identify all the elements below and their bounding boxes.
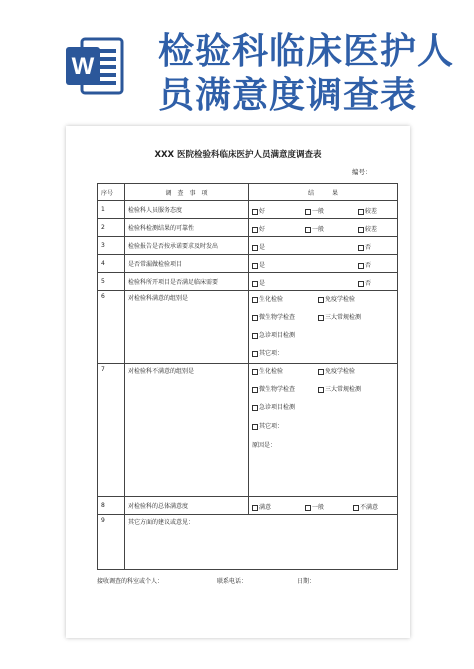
- row-no: 3: [98, 237, 125, 255]
- row-item: 对检验科满意的组别是: [125, 291, 249, 364]
- option-other[interactable]: 其它项：: [252, 421, 283, 430]
- checkbox[interactable]: [252, 505, 258, 511]
- row-no: 4: [98, 255, 125, 273]
- option-other[interactable]: 其它项：: [252, 348, 283, 357]
- checkbox[interactable]: [252, 351, 258, 357]
- option-biochem[interactable]: 生化检验: [252, 366, 283, 375]
- footer-dept-label: 接收调查的科室或个人：: [97, 578, 164, 585]
- checkbox[interactable]: [252, 227, 258, 233]
- option-normal[interactable]: 一般: [305, 206, 324, 215]
- row-options: [249, 497, 398, 515]
- option-routine[interactable]: 三大常规检测: [318, 312, 361, 321]
- option-yes[interactable]: 是: [252, 242, 265, 251]
- table-row: [98, 515, 398, 570]
- checkbox[interactable]: [252, 297, 258, 303]
- checkbox[interactable]: [252, 315, 258, 321]
- option-micro[interactable]: 微生物学检查: [252, 384, 295, 393]
- row-item: 对检验科不满意的组别是: [125, 364, 249, 497]
- option-no[interactable]: 否: [358, 278, 371, 287]
- table-row: [98, 497, 398, 515]
- option-poor[interactable]: 较差: [358, 206, 377, 215]
- option-good[interactable]: 好: [252, 206, 265, 215]
- table-row: [98, 237, 398, 255]
- row-item: 检验科检测结果的可靠性: [125, 219, 249, 237]
- checkbox[interactable]: [252, 424, 258, 430]
- word-document-icon: [64, 35, 126, 97]
- table-row: [98, 255, 398, 273]
- row-no: 7: [98, 364, 125, 497]
- banner: [0, 0, 474, 118]
- row-item: 检验报告是否按承诺要求及时发出: [125, 237, 249, 255]
- option-no[interactable]: 否: [358, 242, 371, 251]
- option-routine[interactable]: 三大常规检测: [318, 384, 361, 393]
- row-options: [249, 273, 398, 291]
- checkbox[interactable]: [252, 369, 258, 375]
- row-no: 5: [98, 273, 125, 291]
- checkbox[interactable]: [318, 315, 324, 321]
- option-satisfied[interactable]: 满意: [252, 502, 271, 511]
- table-row: [98, 201, 398, 219]
- svg-text:W: W: [71, 53, 95, 80]
- option-normal[interactable]: 一般: [305, 224, 324, 233]
- option-biochem[interactable]: 生化检验: [252, 294, 283, 303]
- reason-label: 原因是：: [252, 442, 277, 449]
- banner-title: [158, 30, 468, 118]
- option-micro[interactable]: 微生物学检查: [252, 312, 295, 321]
- banner-title-line1: 检验科临床医护人: [158, 31, 455, 72]
- checkbox[interactable]: [252, 405, 258, 411]
- row-no: 8: [98, 497, 125, 515]
- document-title: XXX 医院检验科临床医护人员满意度调查表: [154, 150, 322, 160]
- row-options: [249, 237, 398, 255]
- row-no: 2: [98, 219, 125, 237]
- row-item: 检验科所开项目是否满足临床需要: [125, 273, 249, 291]
- option-normal[interactable]: 一般: [305, 502, 324, 511]
- checkbox[interactable]: [353, 505, 359, 511]
- checkbox[interactable]: [358, 227, 364, 233]
- row-options: [249, 255, 398, 273]
- table-row: [98, 219, 398, 237]
- footer-date-label: 日期：: [297, 578, 316, 585]
- row-options: [249, 219, 398, 237]
- row-item: 是否常漏做检验项目: [125, 255, 249, 273]
- checkbox[interactable]: [252, 245, 258, 251]
- checkbox[interactable]: [358, 245, 364, 251]
- option-good[interactable]: 好: [252, 224, 265, 233]
- row-no: 1: [98, 201, 125, 219]
- table-row: [98, 273, 398, 291]
- row-item: 对检验科的总体满意度: [125, 497, 249, 515]
- option-yes[interactable]: 是: [252, 260, 265, 269]
- banner-title-line2: 员满意度调查表: [158, 75, 418, 116]
- header-item: 调 查 事 项: [125, 184, 249, 201]
- checkbox[interactable]: [252, 387, 258, 393]
- option-immuno[interactable]: 免疫学检验: [318, 294, 355, 303]
- checkbox[interactable]: [305, 505, 311, 511]
- checkbox[interactable]: [318, 369, 324, 375]
- option-unsatisfied[interactable]: 不满意: [353, 502, 378, 511]
- table-row: [98, 291, 398, 364]
- header-no: 序号: [98, 184, 125, 201]
- footer-phone-label: 联系电话：: [217, 578, 248, 585]
- survey-table: [97, 183, 398, 570]
- row-no: 9: [98, 515, 125, 570]
- option-yes[interactable]: 是: [252, 278, 265, 287]
- table-row: [98, 364, 398, 497]
- serial-number-label: 编号：: [352, 168, 372, 176]
- checkbox[interactable]: [358, 209, 364, 215]
- checkbox[interactable]: [305, 227, 311, 233]
- checkbox[interactable]: [358, 281, 364, 287]
- option-emergency[interactable]: 急诊项目检测: [252, 402, 295, 411]
- checkbox[interactable]: [318, 297, 324, 303]
- checkbox[interactable]: [252, 333, 258, 339]
- checkbox[interactable]: [318, 387, 324, 393]
- table-header-row: [98, 184, 398, 201]
- row-item: 检验科人员服务态度: [125, 201, 249, 219]
- suggestion-field[interactable]: 其它方面的建议或意见：: [125, 515, 398, 570]
- option-immuno[interactable]: 免疫学检验: [318, 366, 355, 375]
- checkbox[interactable]: [252, 281, 258, 287]
- checkbox[interactable]: [252, 209, 258, 215]
- option-poor[interactable]: 较差: [358, 224, 377, 233]
- checkbox[interactable]: [358, 263, 364, 269]
- row-options: [249, 291, 398, 364]
- row-no: 6: [98, 291, 125, 364]
- checkbox[interactable]: [252, 263, 258, 269]
- option-emergency[interactable]: 急诊项目检测: [252, 330, 295, 339]
- row-options: [249, 201, 398, 219]
- header-result: 结 果: [249, 184, 398, 201]
- option-no[interactable]: 否: [358, 260, 371, 269]
- checkbox[interactable]: [305, 209, 311, 215]
- row-options: [249, 364, 398, 497]
- document-page: [66, 126, 410, 638]
